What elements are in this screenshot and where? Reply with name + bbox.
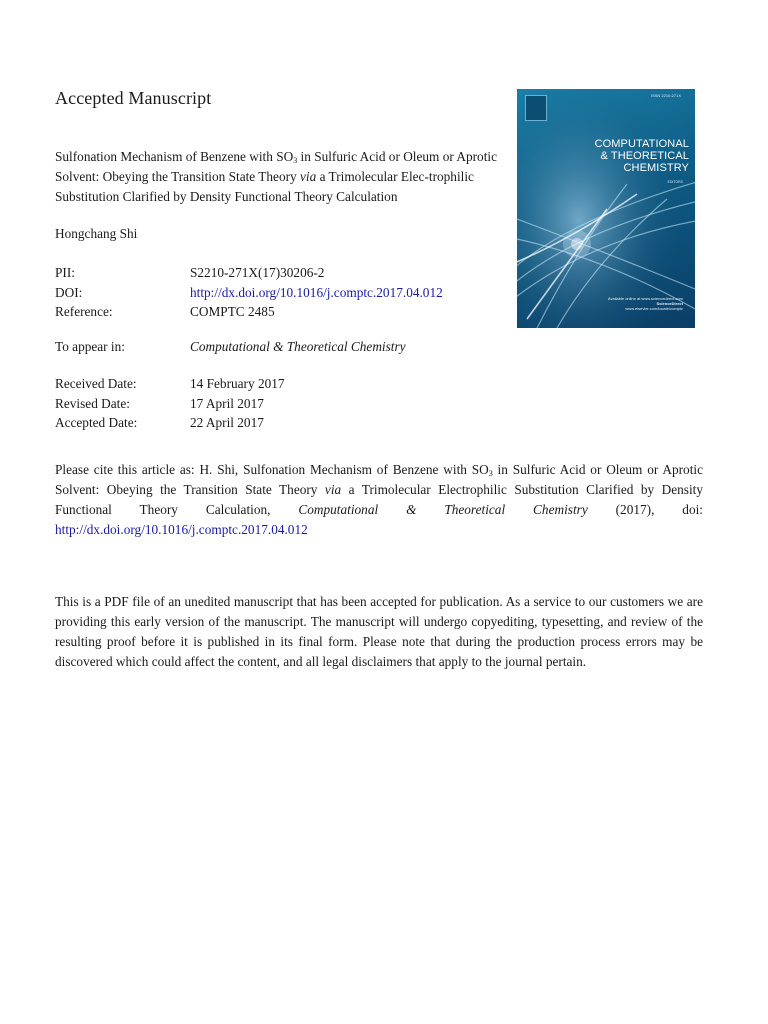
received-row bbox=[55, 374, 285, 394]
journal-name: Computational & Theoretical Chemistry bbox=[190, 339, 406, 354]
cite-doi-link[interactable]: http://dx.doi.org/10.1016/j.comptc.2017.04.012 bbox=[55, 522, 308, 537]
doi-label: DOI: bbox=[55, 284, 83, 300]
journal-cover-image bbox=[517, 89, 695, 328]
cover-editors: EDITORS bbox=[667, 180, 683, 184]
doi-link[interactable]: http://dx.doi.org/10.1016/j.comptc.2017.04.012 bbox=[190, 284, 443, 300]
cover-sd-line1: Available online at www.sciencedirect.com bbox=[607, 296, 683, 301]
dates-block bbox=[55, 374, 285, 433]
author-name: Hongchang Shi bbox=[55, 226, 138, 241]
reference-value: COMPTC 2485 bbox=[190, 304, 275, 319]
article-title bbox=[55, 147, 510, 207]
article-title-subscript: 3 bbox=[293, 156, 298, 165]
article-title-part2: in Sulfuric Acid or Oleum or Aprotic Solvent: Obeying the Transition State Theory bbox=[55, 149, 497, 184]
appear-block bbox=[55, 337, 406, 357]
doi-row bbox=[55, 283, 443, 303]
citation-paragraph bbox=[55, 460, 703, 540]
received-value: 14 February 2017 bbox=[190, 376, 285, 391]
cite-journal: Computational & Theoretical Chemistry bbox=[298, 502, 588, 517]
pii-row bbox=[55, 263, 443, 283]
elsevier-logo bbox=[525, 95, 547, 121]
page-title: Accepted Manuscript bbox=[55, 88, 212, 108]
cover-title-line2: & THEORETICAL bbox=[600, 150, 689, 162]
cite-part4: (2017), doi: bbox=[587, 502, 703, 517]
cover-sd-line3: www.elsevier.com/locate/comptc bbox=[625, 306, 683, 311]
reference-label: Reference: bbox=[55, 304, 113, 319]
identifiers-block bbox=[55, 263, 443, 322]
accepted-row bbox=[55, 413, 285, 433]
received-label: Received Date: bbox=[55, 376, 137, 391]
article-title-part3: a Trimolecular Elec-trophilic Substitution Clarified by Density Functional Theory Calculation bbox=[55, 169, 474, 204]
pii-label: PII: bbox=[55, 265, 75, 280]
cite-part1: Please cite this article as: H. Shi, Sulfonation Mechanism of Benzene with SO bbox=[55, 462, 489, 477]
appear-label: To appear in: bbox=[55, 339, 125, 354]
reference-row bbox=[55, 302, 443, 322]
pii-value: S2210-271X(17)30206-2 bbox=[190, 265, 325, 280]
cite-part2: in Sulfuric Acid or Oleum or Aprotic Solvent: Obeying the Transition State Theory bbox=[55, 462, 703, 497]
cover-sd-line2: ScienceDirect bbox=[656, 301, 683, 306]
revised-value: 17 April 2017 bbox=[190, 395, 264, 411]
cover-title-line3: CHEMISTRY bbox=[623, 162, 689, 174]
cite-italic-via: via bbox=[324, 482, 342, 497]
cite-part3: a Trimolecular Electrophilic Substitution Clarified by Density Functional Theory Calculation, bbox=[55, 482, 703, 517]
revised-label: Revised Date: bbox=[55, 395, 130, 411]
identifiers-block bbox=[55, 235, 58, 255]
article-title-italic: via bbox=[300, 169, 317, 184]
cover-sciencedirect bbox=[583, 296, 683, 311]
accepted-label: Accepted Date: bbox=[55, 415, 138, 430]
revised-row bbox=[55, 394, 285, 414]
cover-title-line1: COMPUTATIONAL bbox=[594, 138, 689, 150]
disclaimer-paragraph: This is a PDF file of an unedited manuscript that has been accepted for publication. As a service to our customers we are providing this early version of the manuscript. The manuscript will undergo copyediting, typesetting, and review of the resulting proof before it is published in its final form. Please note that during the production process errors may be discovered which could affect the content, and all legal disclaimers that apply to the journal pertain. bbox=[55, 594, 703, 669]
accepted-value: 22 April 2017 bbox=[190, 415, 264, 430]
article-title-part1: Sulfonation Mechanism of Benzene with SO bbox=[55, 149, 294, 164]
cover-artwork bbox=[517, 89, 695, 328]
cite-subscript: 3 bbox=[488, 469, 493, 478]
appear-row bbox=[55, 337, 406, 357]
cover-issn: ISSN 2210-271X bbox=[650, 93, 681, 98]
